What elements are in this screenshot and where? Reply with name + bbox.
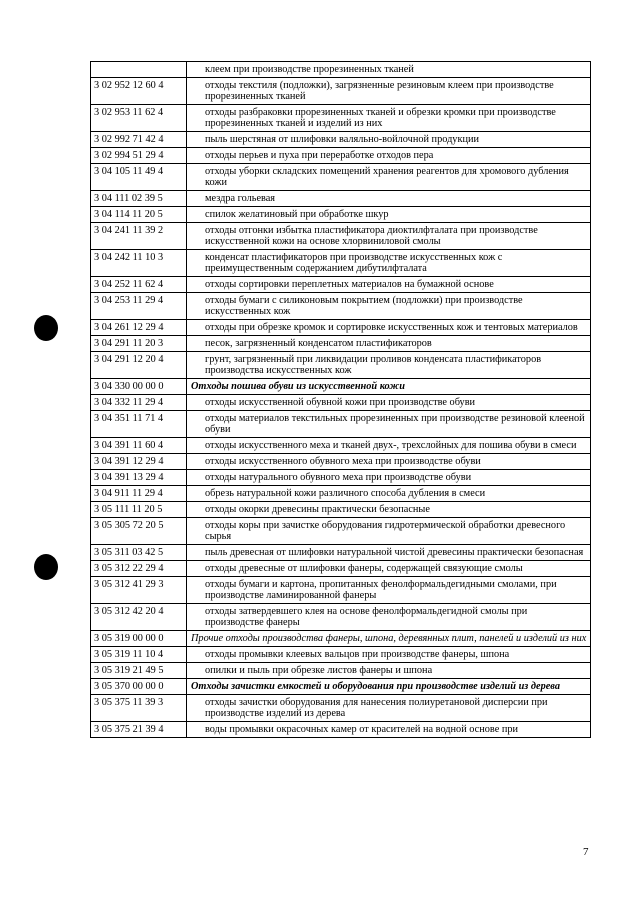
- waste-description-cell: отходы уборки складских помещений хранения реагентов для хромового дубления кожи: [187, 164, 591, 191]
- binder-hole-top: [34, 315, 58, 341]
- table-row: [91, 454, 591, 470]
- waste-code-cell: 3 05 319 00 00 0: [91, 631, 187, 647]
- table-row: [91, 695, 591, 722]
- table-row: [91, 395, 591, 411]
- waste-code-cell: 3 05 111 11 20 5: [91, 502, 187, 518]
- binder-hole-bottom: [34, 554, 58, 580]
- waste-code-cell: 3 04 241 11 39 2: [91, 223, 187, 250]
- waste-code-cell: 3 05 311 03 42 5: [91, 545, 187, 561]
- table-row: [91, 105, 591, 132]
- waste-code-cell: 3 04 391 12 29 4: [91, 454, 187, 470]
- waste-description-cell: отходы древесные от шлифовки фанеры, содержащей связующие смолы: [187, 561, 591, 577]
- waste-code-cell: 3 04 391 11 60 4: [91, 438, 187, 454]
- waste-code-cell: 3 04 911 11 29 4: [91, 486, 187, 502]
- table-row: [91, 561, 591, 577]
- waste-description-cell: отходы коры при зачистке оборудования гидротермической обработки древесного сырья: [187, 518, 591, 545]
- waste-description-cell: песок, загрязненный конденсатом пластификаторов: [187, 336, 591, 352]
- waste-code-cell: 3 04 242 11 10 3: [91, 250, 187, 277]
- waste-description-cell: отходы перьев и пуха при переработке отходов пера: [187, 148, 591, 164]
- page-number: 7: [583, 846, 589, 858]
- waste-description-cell: спилок желатиновый при обработке шкур: [187, 207, 591, 223]
- table-row: [91, 148, 591, 164]
- table-group-row: [91, 679, 591, 695]
- waste-description-cell: отходы натурального обувного меха при производстве обуви: [187, 470, 591, 486]
- waste-code-cell: 3 04 252 11 62 4: [91, 277, 187, 293]
- waste-code-cell: 3 04 330 00 00 0: [91, 379, 187, 395]
- waste-description-cell: отходы сортировки переплетных материалов на бумажной основе: [187, 277, 591, 293]
- waste-description-cell: отходы затвердевшего клея на основе фенолформальдегидной смолы при производстве фанеры: [187, 604, 591, 631]
- table-row: [91, 502, 591, 518]
- waste-code-cell: 3 04 291 11 20 3: [91, 336, 187, 352]
- table-row: [91, 78, 591, 105]
- waste-description-cell: Прочие отходы производства фанеры, шпона, деревянных плит, панелей и изделий из них: [187, 631, 591, 647]
- waste-code-cell: 3 05 370 00 00 0: [91, 679, 187, 695]
- waste-description-cell: опилки и пыль при обрезке листов фанеры и шпона: [187, 663, 591, 679]
- waste-description-cell: отходы искусственного обувного меха при производстве обуви: [187, 454, 591, 470]
- waste-description-cell: конденсат пластификаторов при производстве искусственных кож с преимущественным содержанием дибутилфталата: [187, 250, 591, 277]
- waste-code-cell: 3 04 291 12 20 4: [91, 352, 187, 379]
- table-row: [91, 277, 591, 293]
- waste-code-cell: 3 02 992 71 42 4: [91, 132, 187, 148]
- waste-code-cell: [91, 62, 187, 78]
- table-row: [91, 411, 591, 438]
- waste-code-cell: 3 04 261 12 29 4: [91, 320, 187, 336]
- waste-description-cell: пыль древесная от шлифовки натуральной чистой древесины практически безопасная: [187, 545, 591, 561]
- waste-description-cell: клеем при производстве прорезиненных тканей: [187, 62, 591, 78]
- table-row: [91, 438, 591, 454]
- waste-code-cell: 3 04 351 11 71 4: [91, 411, 187, 438]
- waste-code-cell: 3 05 375 21 39 4: [91, 722, 187, 738]
- table-row: [91, 663, 591, 679]
- table-row: [91, 164, 591, 191]
- waste-code-cell: 3 05 312 22 29 4: [91, 561, 187, 577]
- waste-code-cell: 3 04 391 13 29 4: [91, 470, 187, 486]
- table-row: [91, 62, 591, 78]
- table-row: [91, 470, 591, 486]
- waste-code-cell: 3 05 319 11 10 4: [91, 647, 187, 663]
- waste-description-cell: отходы разбраковки прорезиненных тканей и обрезки кромки при производстве прорезиненных тканей и изделий из них: [187, 105, 591, 132]
- waste-code-cell: 3 02 953 11 62 4: [91, 105, 187, 132]
- waste-description-cell: отходы при обрезке кромок и сортировке искусственных кож и тентовых материалов: [187, 320, 591, 336]
- table-row: [91, 207, 591, 223]
- waste-description-cell: грунт, загрязненный при ликвидации проливов конденсата пластификаторов производства искусственных кож: [187, 352, 591, 379]
- table-row: [91, 518, 591, 545]
- waste-code-cell: 3 05 319 21 49 5: [91, 663, 187, 679]
- waste-code-cell: 3 05 312 41 29 3: [91, 577, 187, 604]
- waste-codes-table: [90, 61, 591, 738]
- table-row: [91, 132, 591, 148]
- waste-description-cell: отходы материалов текстильных прорезиненных при производстве резиновой клееной обуви: [187, 411, 591, 438]
- waste-code-cell: 3 02 952 12 60 4: [91, 78, 187, 105]
- table-row: [91, 352, 591, 379]
- table-row: [91, 336, 591, 352]
- waste-code-cell: 3 04 253 11 29 4: [91, 293, 187, 320]
- table-row: [91, 604, 591, 631]
- table-row: [91, 320, 591, 336]
- waste-description-cell: отходы искусственной обувной кожи при производстве обуви: [187, 395, 591, 411]
- table-row: [91, 722, 591, 738]
- table-row: [91, 191, 591, 207]
- waste-description-cell: мездра гольевая: [187, 191, 591, 207]
- waste-description-cell: отходы бумаги с силиконовым покрытием (подложки) при производстве искусственных кож: [187, 293, 591, 320]
- table-group-row: [91, 631, 591, 647]
- waste-code-cell: 3 04 105 11 49 4: [91, 164, 187, 191]
- waste-description-cell: воды промывки окрасочных камер от красителей на водной основе при: [187, 722, 591, 738]
- waste-code-cell: 3 02 994 51 29 4: [91, 148, 187, 164]
- waste-description-cell: отходы искусственного меха и тканей двух-, трехслойных для пошива обуви в смеси: [187, 438, 591, 454]
- table-row: [91, 577, 591, 604]
- waste-description-cell: отходы зачистки оборудования для нанесения полиуретановой дисперсии при производстве изделий из дерева: [187, 695, 591, 722]
- waste-description-cell: отходы окорки древесины практически безопасные: [187, 502, 591, 518]
- waste-code-cell: 3 04 114 11 20 5: [91, 207, 187, 223]
- waste-description-cell: отходы промывки клеевых вальцов при производстве фанеры, шпона: [187, 647, 591, 663]
- table-group-row: [91, 379, 591, 395]
- waste-code-cell: 3 04 111 02 39 5: [91, 191, 187, 207]
- table-row: [91, 293, 591, 320]
- waste-description-cell: отходы бумаги и картона, пропитанных фенолформальдегидными смолами, при производстве ламинированной фанеры: [187, 577, 591, 604]
- waste-description-cell: отходы текстиля (подложки), загрязненные резиновым клеем при производстве прорезиненных тканей: [187, 78, 591, 105]
- waste-code-cell: 3 05 312 42 20 4: [91, 604, 187, 631]
- waste-description-cell: Отходы зачистки емкостей и оборудования при производстве изделий из дерева: [187, 679, 591, 695]
- table-row: [91, 486, 591, 502]
- waste-code-cell: 3 04 332 11 29 4: [91, 395, 187, 411]
- waste-description-cell: отходы отгонки избытка пластификатора диоктилфталата при производстве искусственной кожи на основе хлорвиниловой смолы: [187, 223, 591, 250]
- waste-code-cell: 3 05 375 11 39 3: [91, 695, 187, 722]
- waste-description-cell: Отходы пошива обуви из искусственной кожи: [187, 379, 591, 395]
- table-row: [91, 647, 591, 663]
- table-row: [91, 545, 591, 561]
- waste-description-cell: пыль шерстяная от шлифовки валяльно-войлочной продукции: [187, 132, 591, 148]
- waste-code-cell: 3 05 305 72 20 5: [91, 518, 187, 545]
- table-row: [91, 250, 591, 277]
- table-row: [91, 223, 591, 250]
- waste-codes-table-body: [91, 62, 591, 738]
- waste-description-cell: обрезь натуральной кожи различного способа дубления в смеси: [187, 486, 591, 502]
